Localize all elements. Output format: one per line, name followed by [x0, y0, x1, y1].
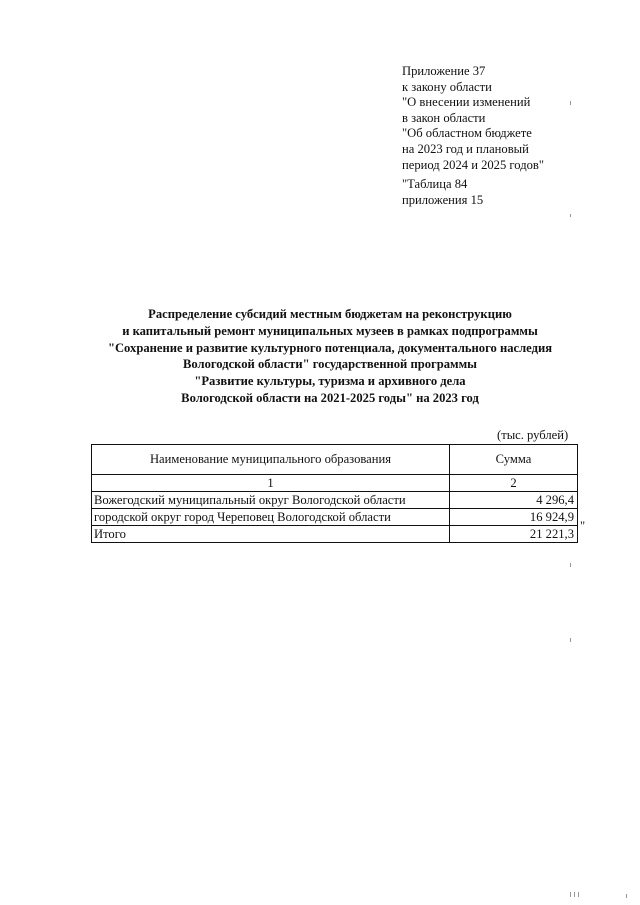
table-reference-line: приложения 15: [402, 192, 484, 207]
appendix-line: "Об областном бюджете: [402, 126, 532, 141]
table-reference-line: "Таблица 84: [402, 177, 468, 192]
municipality-name: Вожегодский муниципальный округ Вологодской области: [92, 492, 450, 509]
column-number-row: [92, 475, 578, 492]
scan-speck: [570, 892, 571, 897]
appendix-line: период 2024 и 2025 годов": [402, 157, 544, 172]
title-line: Вологодской области" государственной программы: [182, 357, 478, 372]
table-header-row: [92, 445, 578, 475]
column-number: 2: [449, 475, 577, 492]
column-number: 1: [92, 475, 450, 492]
municipality-name: городской округ город Череповец Вологодской области: [92, 509, 450, 526]
table-row: [92, 509, 578, 526]
header-name: Наименование муниципального образования: [92, 445, 450, 475]
title-line: Распределение субсидий местным бюджетам на реконструкцию: [148, 307, 512, 321]
total-row: [92, 526, 578, 543]
appendix-line: на 2023 год и плановый: [402, 141, 529, 156]
appendix-line: в закон области: [402, 110, 486, 125]
title-line: "Развитие культуры, туризма и архивного дела: [194, 374, 466, 389]
scan-speck: [570, 563, 571, 567]
title-line: и капитальный ремонт муниципальных музеев в рамках подпрограммы: [122, 323, 538, 338]
scan-speck: [570, 101, 571, 105]
scan-speck: [574, 892, 575, 897]
subsidy-amount: 16 924,9: [449, 509, 577, 526]
title-line: Вологодской области на 2021-2025 годы" на 2023 год: [181, 390, 479, 405]
appendix-line: Приложение 37: [402, 64, 486, 78]
scan-speck: [578, 892, 579, 897]
subsidy-table: [91, 444, 578, 543]
document-title: [80, 306, 580, 407]
appendix-header: [402, 64, 544, 208]
appendix-line: "О внесении изменений: [402, 95, 531, 110]
table-row: [92, 492, 578, 509]
appendix-line: к закону области: [402, 79, 492, 94]
units-label: (тыс. рублей): [497, 428, 569, 442]
closing-quote: ": [580, 519, 586, 533]
scan-speck: [570, 214, 571, 217]
title-line: "Сохранение и развитие культурного потенциала, документального наследия: [107, 340, 553, 355]
subsidy-amount: 4 296,4: [449, 492, 577, 509]
scan-speck: [570, 638, 571, 642]
header-sum: Сумма: [449, 445, 577, 475]
total-amount: 21 221,3: [449, 526, 577, 543]
total-label: Итого: [92, 526, 450, 543]
scan-speck: [626, 894, 627, 898]
